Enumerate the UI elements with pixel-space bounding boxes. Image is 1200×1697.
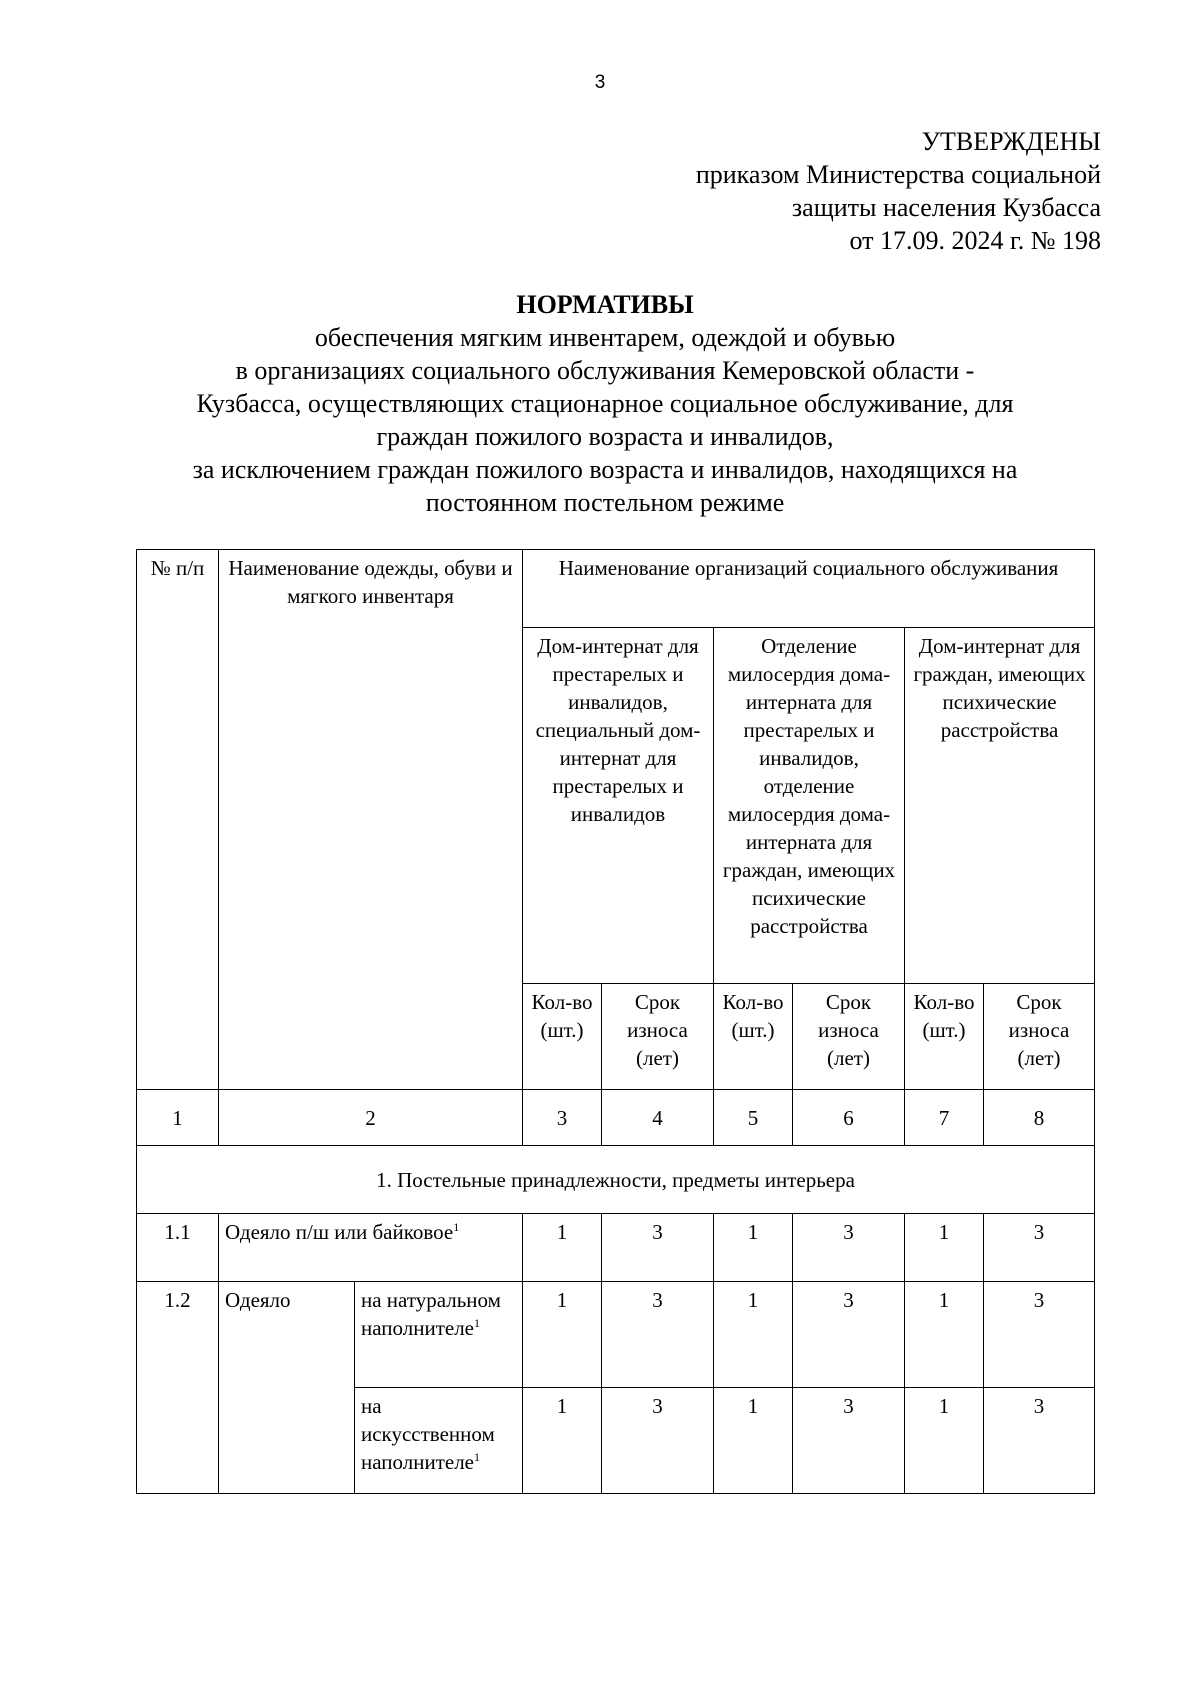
norms-table [136, 549, 1095, 1494]
row-name: Одеяло [219, 1282, 355, 1494]
cell-value: 3 [602, 1388, 714, 1494]
cell-value: 3 [984, 1282, 1095, 1388]
cell-value: 1 [714, 1214, 793, 1282]
header-org-3: Дом-интернат для граждан, имеющих психические расстройства [905, 628, 1095, 984]
header-term: Срок износа (лет) [793, 984, 905, 1090]
header-org-1: Дом-интернат для престарелых и инвалидов, специальный дом-интернат для престарелых и инвалидов [523, 628, 714, 984]
header-qty: Кол-во (шт.) [905, 984, 984, 1090]
cell-value: 3 [602, 1282, 714, 1388]
title-line: Кузбасса, осуществляющих стационарное социальное обслуживание, для [196, 389, 1014, 418]
row-name [219, 1214, 523, 1282]
title-line: за исключением граждан пожилого возраста и инвалидов, находящихся на [192, 455, 1018, 484]
header-num: № п/п [137, 550, 219, 1090]
approval-line-3: защиты населения Кузбасса [791, 193, 1101, 222]
row-num: 1.2 [137, 1282, 219, 1494]
main-title: НОРМАТИВЫ [516, 290, 694, 319]
title-line: граждан пожилого возраста и инвалидов, [376, 422, 834, 451]
footnote-mark: 1 [474, 1450, 480, 1464]
cell-value: 3 [984, 1214, 1095, 1282]
column-number: 2 [219, 1090, 523, 1146]
cell-value: 3 [793, 1214, 905, 1282]
cell-value: 3 [793, 1388, 905, 1494]
table-row [137, 1282, 1095, 1388]
header-term: Срок износа (лет) [984, 984, 1095, 1090]
approval-line-2: приказом Министерства социальной [695, 160, 1101, 189]
approval-line-4: от 17.09. 2024 г. № 198 [849, 226, 1101, 255]
cell-value: 3 [602, 1214, 714, 1282]
section-heading: 1. Постельные принадлежности, предметы интерьера [137, 1146, 1095, 1214]
cell-value: 3 [984, 1388, 1095, 1494]
approval-stamp [696, 125, 1101, 257]
title-line: обеспечения мягким инвентарем, одеждой и обувью [314, 323, 896, 352]
column-number: 3 [523, 1090, 602, 1146]
column-number: 7 [905, 1090, 984, 1146]
row-subname-text: на искусственном наполнителе [361, 1394, 495, 1474]
header-name: Наименование одежды, обуви и мягкого инвентаря [219, 550, 523, 1090]
footnote-mark: 1 [453, 1220, 460, 1234]
row-subname [355, 1388, 523, 1494]
column-number: 8 [984, 1090, 1095, 1146]
approval-line-1: УТВЕРЖДЕНЫ [921, 127, 1101, 156]
title-line: постоянном постельном режиме [425, 488, 785, 517]
column-number: 1 [137, 1090, 219, 1146]
cell-value: 1 [905, 1282, 984, 1388]
footnote-mark: 1 [474, 1316, 480, 1330]
cell-value: 1 [714, 1388, 793, 1494]
page-number: 3 [594, 72, 606, 93]
row-num: 1.1 [137, 1214, 219, 1282]
header-qty: Кол-во (шт.) [523, 984, 602, 1090]
header-org-2: Отделение милосердия дома-интерната для престарелых и инвалидов, отделение милосердия дома-интерната для граждан, имеющих психические расстройства [714, 628, 905, 984]
title-line: в организациях социального обслуживания Кемеровской области - [235, 356, 975, 385]
column-number: 4 [602, 1090, 714, 1146]
column-number: 5 [714, 1090, 793, 1146]
row-name-text: Одеяло п/ш или байковое [225, 1220, 454, 1244]
table-row [137, 1214, 1095, 1282]
header-term: Срок износа (лет) [602, 984, 714, 1090]
cell-value: 1 [523, 1388, 602, 1494]
document-title [130, 288, 1080, 519]
row-subname-text: на натуральном наполнителе [361, 1288, 501, 1340]
cell-value: 1 [523, 1214, 602, 1282]
cell-value: 1 [523, 1282, 602, 1388]
cell-value: 1 [714, 1282, 793, 1388]
header-qty: Кол-во (шт.) [714, 984, 793, 1090]
header-orgs: Наименование организаций социального обслуживания [523, 550, 1095, 628]
cell-value: 1 [905, 1214, 984, 1282]
cell-value: 1 [905, 1388, 984, 1494]
row-subname [355, 1282, 523, 1388]
cell-value: 3 [793, 1282, 905, 1388]
column-number: 6 [793, 1090, 905, 1146]
